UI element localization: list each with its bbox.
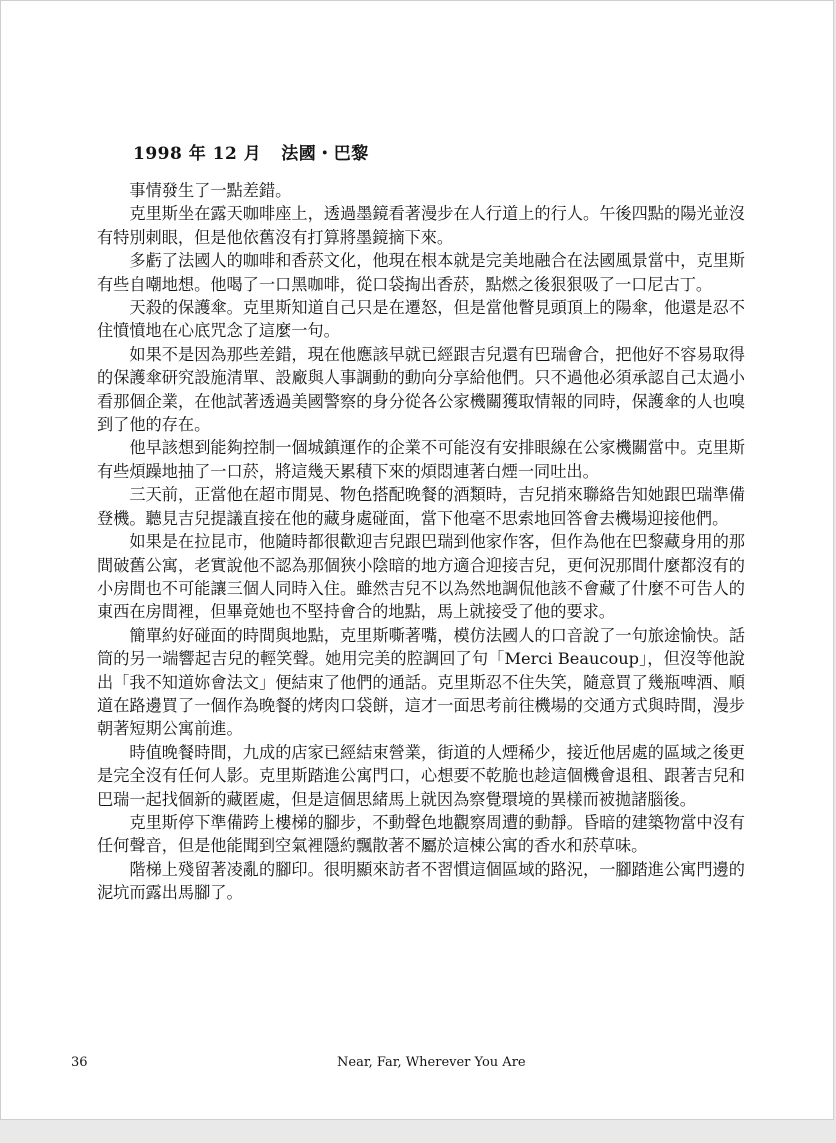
paragraph: 克里斯停下準備跨上樓梯的腳步，不動聲色地觀察周遭的動靜。昏暗的建築物當中沒有任何聲音，但是他能聞到空氣裡隱約飄散著不屬於這棟公寓的香水和菸草味。 bbox=[97, 812, 745, 856]
paragraph: 如果不是因為那些差錯，現在他應該早就已經跟吉兒還有巴瑞會合，把他好不容易取得的保護傘研究設施清單、設廠與人事調動的動向分享給他們。只不過他必須承認自己太過小看那個企業，在他試著透過美國警察的身分從各公家機關獲取情報的同時，保護傘的人也嗅到了他的存在。 bbox=[97, 344, 745, 435]
paragraph: 時值晚餐時間，九成的店家已經結束營業，街道的人煙稀少，接近他居處的區域之後更是完全沒有任何人影。克里斯踏進公寓門口，心想要不乾脆也趁這個機會退租、跟著吉兒和巴瑞一起找個新的藏匿處，但是這個思緒馬上就因為察覺環境的異樣而被拋諸腦後。 bbox=[97, 742, 745, 809]
paragraph: 事情發生了一點差錯。 bbox=[129, 181, 292, 200]
paragraph: 克里斯坐在露天咖啡座上，透過墨鏡看著漫步在人行道上的行人。午後四點的陽光並沒有特別刺眼，但是他依舊沒有打算將墨鏡摘下來。 bbox=[97, 204, 745, 247]
body-text bbox=[97, 179, 745, 905]
paragraph: 階梯上殘留著凌亂的腳印。很明顯來訪者不習慣這個區域的路況，一腳踏進公寓門邊的泥坑而露出馬腳了。 bbox=[97, 859, 745, 903]
paragraph: 簡單約好碰面的時間與地點，克里斯嘶著嘴，模仿法國人的口音說了一句旅途愉快。話筒的另一端響起吉兒的輕笑聲。她用完美的腔調回了句「Merci Beaucoup」，但沒等他說出「我不知道妳會法文」便結束了他們的通話。克里斯忍不住失笑，隨意買了幾瓶啤酒、順道在路邊買了一個作為晚餐的烤肉口袋餅，這才一面思考前往機場的交通方式與時間，漫步朝著短期公寓前進。 bbox=[97, 625, 745, 739]
chapter-heading bbox=[133, 139, 369, 164]
heading-date: 1998 年 12 月 bbox=[133, 144, 262, 164]
paragraph: 如果是在拉昆市，他隨時都很歡迎吉兒跟巴瑞到他家作客，但作為他在巴黎藏身用的那間破舊公寓，老實說他不認為那個狹小陰暗的地方適合迎接吉兒，更何況那間什麼都沒有的小房間也不可能讓三個人同時入住。雖然吉兒不以為然地調侃他該不會藏了什麼不可告人的東西在房間裡，但畢竟她也不堅持會合的地點，馬上就接受了他的要求。 bbox=[97, 532, 745, 622]
paragraph: 多虧了法國人的咖啡和香菸文化，他現在根本就是完美地融合在法國風景當中，克里斯有些自嘲地想。他喝了一口黑咖啡，從口袋掏出香菸，點燃之後狠狠吸了一口尼古丁。 bbox=[97, 251, 745, 294]
running-title: Near, Far, Wherever You Are bbox=[337, 1055, 526, 1070]
paragraph: 天殺的保護傘。克里斯知道自己只是在遷怒，但是當他瞥見頭頂上的陽傘，他還是忍不住憤憤地在心底咒念了這麼一句。 bbox=[97, 298, 745, 341]
page-number: 36 bbox=[71, 1055, 88, 1070]
heading-place: 法國・巴黎 bbox=[281, 144, 369, 164]
paragraph: 他早該想到能夠控制一個城鎮運作的企業不可能沒有安排眼線在公家機關當中。克里斯有些煩躁地抽了一口菸，將這幾天累積下來的煩悶連著白煙一同吐出。 bbox=[97, 438, 745, 481]
paragraph: 三天前，正當他在超市閒晃、物色搭配晚餐的酒類時，吉兒捎來聯絡告知她跟巴瑞準備登機。聽見吉兒提議直接在他的藏身處碰面，當下他毫不思索地回答會去機場迎接他們。 bbox=[97, 485, 745, 528]
